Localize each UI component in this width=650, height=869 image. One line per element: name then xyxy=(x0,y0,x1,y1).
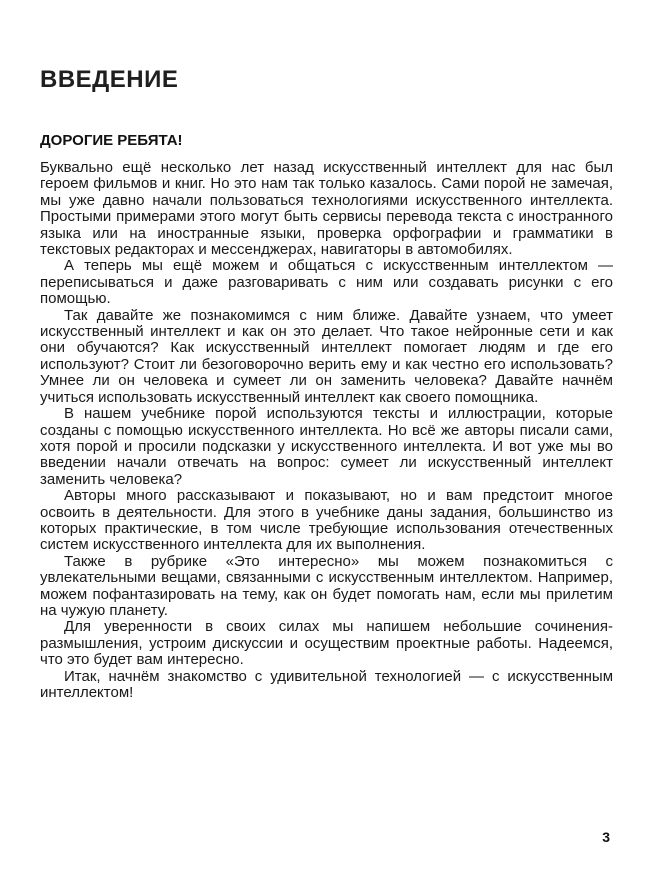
page-content xyxy=(40,66,613,701)
paragraph: Авторы много рассказывают и показывают, но и вам предстоит многое освоить в деятельности. Для этого в учебнике даны задания, большинство из которых практические, в том числе требующие использования отечественных систем искусственного интеллекта для их выполнения. xyxy=(40,487,613,554)
paragraph: Для уверенности в своих силах мы напишем небольшие сочинения-размышления, устроим дискуссии и осуществим проектные работы. Надеемся, что это будет вам интересно. xyxy=(40,618,613,669)
page-number: 3 xyxy=(602,829,610,845)
section-heading: ДОРОГИЕ РЕБЯТА! xyxy=(40,132,183,149)
paragraph: Итак, начнём знакомство с удивительной технологией — с искусственным интеллектом! xyxy=(40,667,613,701)
paragraph: А теперь мы ещё можем и общаться с искусственным интеллектом — переписываться и даже разговаривать с ним или создавать рисунки с его помощью. xyxy=(40,257,613,308)
paragraph: В нашем учебнике порой используются тексты и иллюстрации, которые созданы с помощью искусственного интеллекта. Но всё же авторы писали сами, хотя порой и просили подсказки у искусственного интеллекта. И вот уже мы во введении начали отвечать на вопрос: сумеет ли искусственный интеллект заменить человека? xyxy=(40,405,613,488)
paragraph: Буквально ещё несколько лет назад искусственный интеллект для нас был героем фильмов и книг. Но это нам так только казалось. Сами порой не замечая, мы уже давно начали пользоваться технологиями искусственного интеллекта. Простыми примерами этого могут быть сервисы перевода текста с иностранного языка или на иностранные языки, проверка орфографии и грамматики в текстовых редакторах и мессенджерах, навигаторы в автомобилях. xyxy=(40,159,613,259)
page-title: ВВЕДЕНИЕ xyxy=(40,66,179,93)
body-text xyxy=(40,160,613,701)
paragraph: Так давайте же познакомимся с ним ближе. Давайте узнаем, что умеет искусственный интеллект и как он это делает. Что такое нейронные сети и как они обучаются? Как искусственный интеллект помогает людям и где его используют? Стоит ли безоговорочно верить ему и как честно его использовать? Умнее ли он человека и сумеет ли он заменить человека? Давайте начнём учиться использовать искусственный интеллект как своего помощника. xyxy=(40,306,613,406)
paragraph: Также в рубрике «Это интересно» мы можем познакомиться с увлекательными вещами, связанными с искусственным интеллектом. Например, можем пофантазировать на тему, как он будет помогать нам, если мы прилетим на чужую планету. xyxy=(40,552,613,619)
